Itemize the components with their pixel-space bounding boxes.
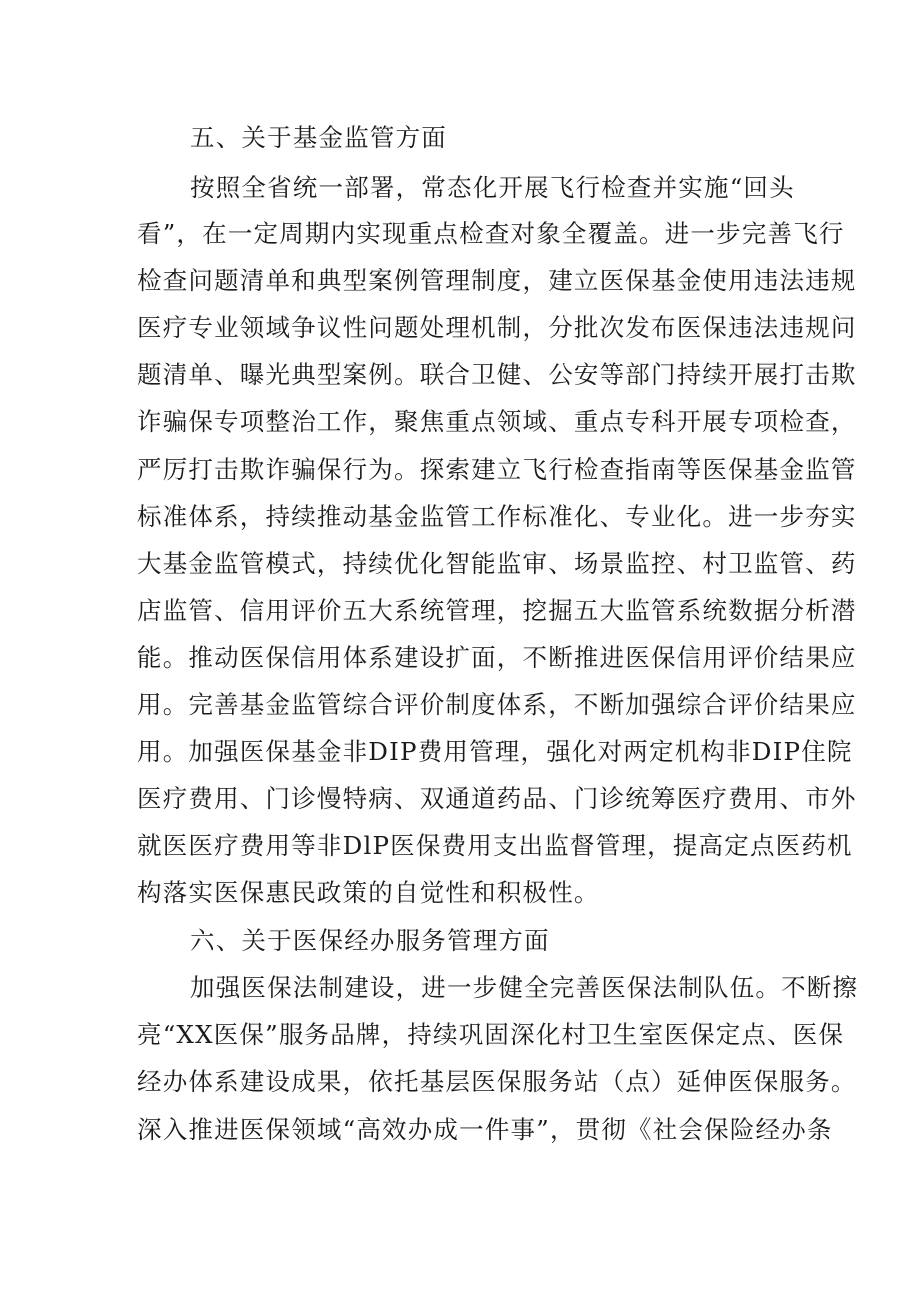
paragraph-line: 看”，在一定周期内实现重点检查对象全覆盖。进一步完善飞行: [137, 219, 845, 248]
section-heading-medical-insurance-service: 六、关于医保经办服务管理方面: [190, 926, 550, 955]
paragraph-line: 医疗费用、门诊慢特病、双通道药品、门诊统筹医疗费用、市外: [137, 784, 857, 813]
paragraph-line: 诈骗保专项整治工作，聚焦重点领域、重点专科开展专项检查，: [137, 407, 857, 436]
paragraph-line: 就医医疗费用等非DlP医保费用支出监督管理，提高定点医药机: [137, 831, 853, 860]
paragraph-line: 按照全省统一部署，常态化开展飞行检查并实施“回头: [190, 173, 795, 202]
paragraph-line: 严厉打击欺诈骗保行为。探索建立飞行检查指南等医保基金监管: [137, 455, 857, 484]
section-heading-fund-supervision: 五、关于基金监管方面: [190, 123, 447, 152]
paragraph-line: 检查问题清单和典型案例管理制度，建立医保基金使用违法违规: [137, 266, 857, 295]
paragraph-line: 亮“XX医保”服务品牌，持续巩固深化村卫生室医保定点、医保: [137, 1020, 845, 1049]
paragraph-line: 用。完善基金监管综合评价制度体系，不断加强综合评价结果应: [137, 690, 857, 719]
paragraph-line: 用。加强医保基金非DIP费用管理，强化对两定机构非DIP住院: [137, 737, 853, 766]
paragraph-line: 构落实医保惠民政策的自觉性和积极性。: [137, 878, 600, 907]
paragraph-line: 加强医保法制建设，进一步健全完善医保法制队伍。不断擦: [190, 973, 859, 1002]
paragraph-line: 标准体系，持续推动基金监管工作标准化、专业化。进一步夯实: [137, 502, 857, 531]
paragraph-line: 能。推动医保信用体系建设扩面，不断推进医保信用评价结果应: [137, 643, 857, 672]
paragraph-line: 店监管、信用评价五大系统管理，挖掘五大监管系统数据分析潜: [137, 596, 857, 625]
paragraph-line: 题清单、曝光典型案例。联合卫健、公安等部门持续开展打击欺: [137, 360, 857, 389]
paragraph-line: 医疗专业领域争议性问题处理机制，分批次发布医保违法违规问: [137, 313, 857, 342]
paragraph-line: 经办体系建设成果，依托基层医保服务站（点）延伸医保服务。: [137, 1067, 857, 1096]
paragraph-line: 大基金监管模式，持续优化智能监审、场景监控、村卫监管、药: [137, 549, 857, 578]
paragraph-line: 深入推进医保领域“高效办成一件事”，贯彻《社会保险经办条: [137, 1115, 833, 1144]
